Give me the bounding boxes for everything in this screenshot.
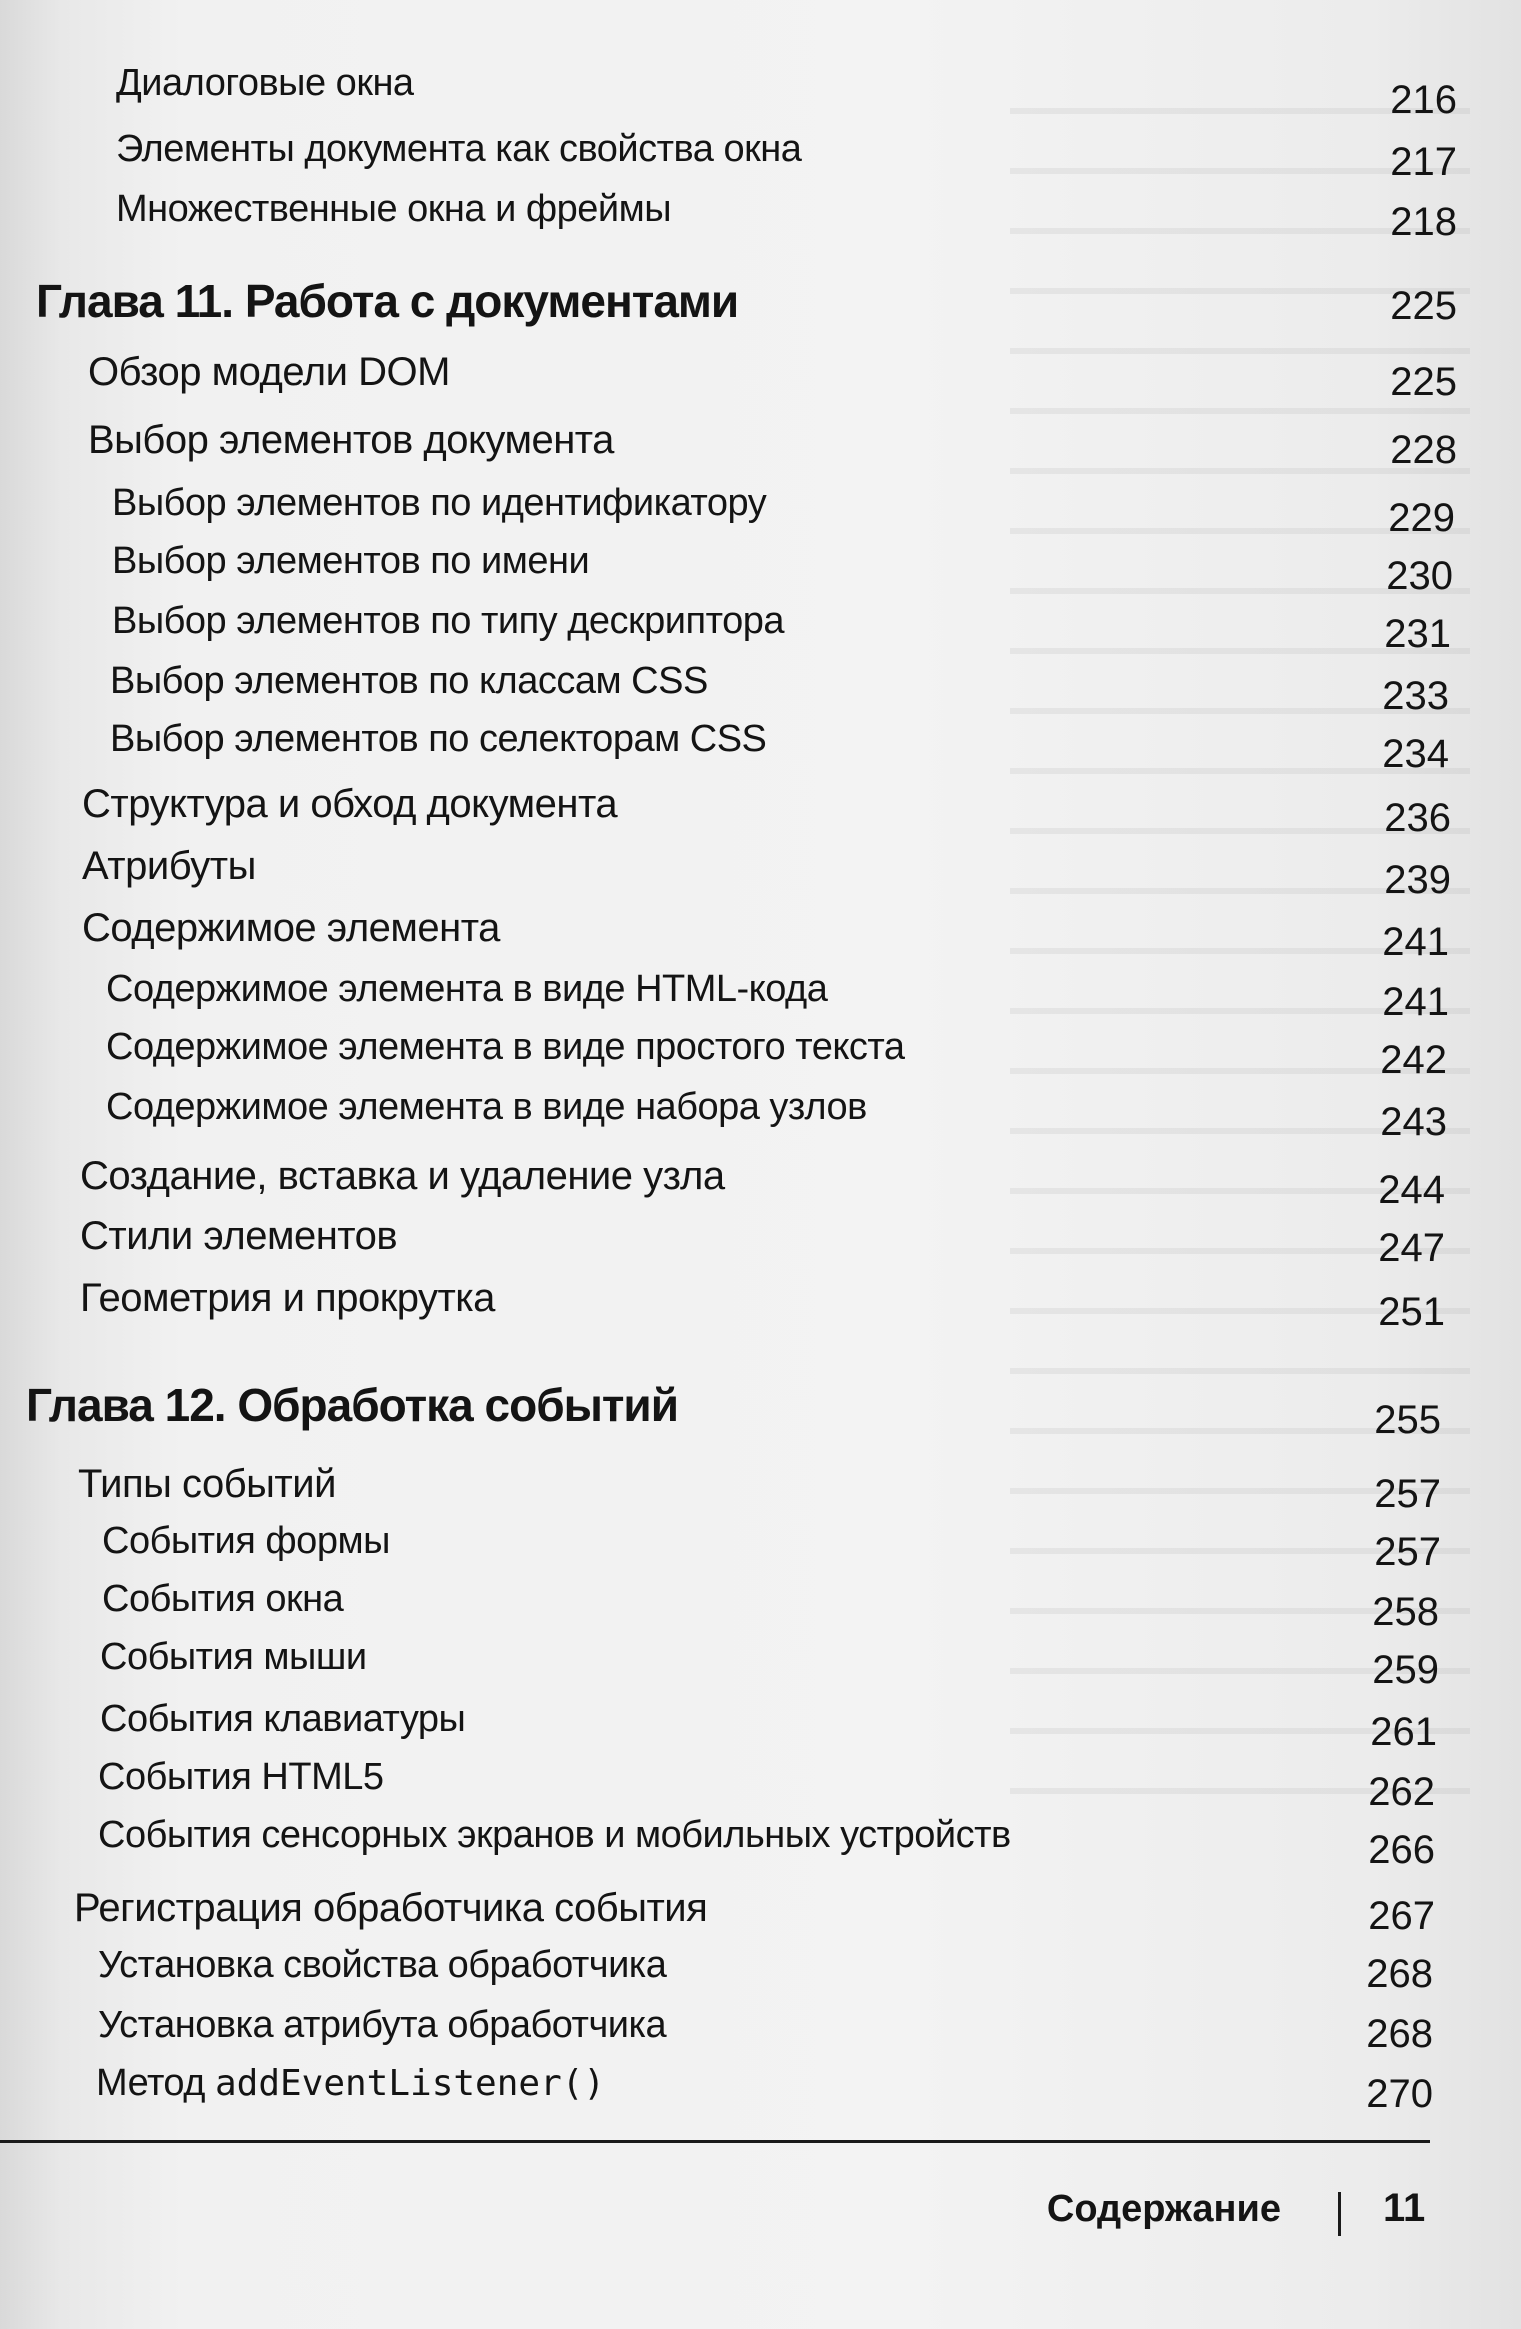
- entry-page-number: 257: [1374, 1472, 1441, 1516]
- toc-entry: [0, 1698, 1521, 1758]
- entry-title: [98, 1814, 1011, 1857]
- entry-title-text: Выбор элементов по идентификатору: [112, 482, 767, 524]
- entry-page-number: 244: [1378, 1168, 1445, 1212]
- entry-title-text: Выбор элементов по имени: [112, 540, 590, 582]
- entry-title-text: Создание, вставка и удаление узла: [80, 1154, 725, 1198]
- entry-title-text: Стили элементов: [80, 1214, 398, 1258]
- entry-title-text: Выбор элементов по типу дескриптора: [112, 600, 784, 642]
- entry-title: [78, 1462, 336, 1507]
- entry-title-text: События HTML5: [98, 1756, 384, 1798]
- entry-title: [80, 1154, 725, 1199]
- toc-entry: [0, 1462, 1521, 1522]
- entry-title: [112, 600, 784, 643]
- entry-page-number: 266: [1368, 1828, 1435, 1872]
- entry-title-text: Установка свойства обработчика: [98, 1944, 667, 1986]
- entry-title: [80, 1276, 495, 1321]
- entry-title-text: События сенсорных экранов и мобильных устройств: [98, 1814, 1011, 1856]
- toc-entry: [0, 1944, 1521, 2004]
- entry-page-number: 270: [1366, 2072, 1433, 2116]
- entry-title: [82, 844, 256, 889]
- entry-title: [74, 1886, 707, 1931]
- toc-entry: [0, 350, 1521, 410]
- entry-title-text: Элементы документа как свойства окна: [116, 128, 802, 170]
- entry-title: [110, 660, 708, 703]
- entry-page-number: 231: [1384, 612, 1451, 656]
- entry-title-text: Структура и обход документа: [82, 782, 618, 826]
- toc-entry: [0, 1276, 1521, 1336]
- toc-entry: [0, 906, 1521, 966]
- entry-page-number: 262: [1368, 1770, 1435, 1814]
- entry-page-number: 241: [1382, 980, 1449, 1024]
- entry-title-text: Диалоговые окна: [116, 62, 414, 104]
- entry-title: [116, 62, 414, 105]
- entry-title: [110, 718, 766, 761]
- entry-page-number: 257: [1374, 1530, 1441, 1574]
- entry-page-number: 229: [1388, 496, 1455, 540]
- entry-title: [88, 350, 450, 395]
- entry-title-text: Обзор модели DOM: [88, 350, 450, 394]
- entry-page-number: 217: [1390, 140, 1457, 184]
- toc-entry: [0, 128, 1521, 188]
- entry-title: [106, 1026, 905, 1069]
- toc-entry: [0, 1086, 1521, 1146]
- entry-title: [96, 2062, 605, 2105]
- entry-page-number: 241: [1382, 920, 1449, 964]
- entry-page-number: 243: [1380, 1100, 1447, 1144]
- page-number: 11: [1383, 2186, 1426, 2230]
- entry-page-number: 236: [1384, 796, 1451, 840]
- entry-title-text: Выбор элементов документа: [88, 418, 614, 462]
- entry-title: [82, 782, 617, 827]
- entry-code: addEventListener(): [214, 2063, 606, 2104]
- entry-page-number: 268: [1366, 1952, 1433, 1996]
- toc-entry: [0, 482, 1521, 542]
- entry-title: [98, 1944, 666, 1987]
- entry-page-number: 251: [1378, 1290, 1445, 1334]
- entry-title: [82, 906, 500, 951]
- entry-page-number: 228: [1390, 428, 1457, 472]
- entry-title: [106, 968, 827, 1011]
- entry-title-text: Метод: [96, 2062, 215, 2104]
- entry-title: [100, 1698, 465, 1741]
- footer-separator: [1338, 2192, 1341, 2236]
- toc-entry: [0, 718, 1521, 778]
- entry-title: [116, 188, 671, 231]
- entry-page-number: 267: [1368, 1894, 1435, 1938]
- toc-entry: [0, 844, 1521, 904]
- entry-title: [102, 1578, 343, 1621]
- entry-title-text: Геометрия и прокрутка: [80, 1276, 495, 1320]
- entry-title-text: События мыши: [100, 1636, 367, 1678]
- toc-entry: [0, 968, 1521, 1028]
- entry-title-text: События формы: [102, 1520, 390, 1562]
- entry-title-text: Атрибуты: [82, 844, 256, 888]
- entry-page-number: 218: [1390, 200, 1457, 244]
- toc-entry: [0, 1756, 1521, 1816]
- entry-title-text: Содержимое элемента в виде простого текста: [106, 1026, 905, 1068]
- toc-entry: [0, 1578, 1521, 1638]
- entry-title-text: Выбор элементов по классам CSS: [110, 660, 708, 702]
- entry-page-number: 216: [1390, 78, 1457, 122]
- entry-title: [98, 2004, 666, 2047]
- toc-entry: [0, 1026, 1521, 1086]
- toc-entry: [0, 540, 1521, 600]
- toc-chapter-entry: [0, 1378, 1521, 1442]
- entry-title: [112, 482, 766, 525]
- toc-entry: [0, 1636, 1521, 1696]
- entry-title-text: Множественные окна и фреймы: [116, 188, 672, 230]
- entry-page-number: 230: [1386, 554, 1453, 598]
- entry-title: [88, 418, 614, 463]
- footer-title: Содержание: [1046, 2188, 1281, 2230]
- entry-page-number: 255: [1374, 1398, 1441, 1442]
- toc-chapter-entry: [0, 274, 1521, 334]
- entry-page-number: 239: [1384, 858, 1451, 902]
- toc-entry: [0, 418, 1521, 478]
- entry-title: [102, 1520, 390, 1563]
- entry-title-text: Содержимое элемента: [82, 906, 500, 950]
- entry-title-text: Глава 11. Работа с документами: [36, 275, 739, 327]
- toc-entry: [0, 2004, 1521, 2064]
- entry-title-text: Содержимое элемента в виде HTML-кода: [106, 968, 828, 1010]
- entry-title-text: Содержимое элемента в виде набора узлов: [106, 1086, 867, 1128]
- toc-entry: [0, 600, 1521, 660]
- entry-page-number: 225: [1390, 284, 1457, 328]
- entry-page-number: 247: [1378, 1226, 1445, 1270]
- toc-entry: [0, 660, 1521, 720]
- toc-entry: [0, 1214, 1521, 1274]
- toc-entry: [0, 1154, 1521, 1214]
- entry-title: [80, 1214, 397, 1259]
- entry-page-number: 261: [1370, 1710, 1437, 1754]
- toc-entry: [0, 62, 1521, 122]
- entry-page-number: 242: [1380, 1038, 1447, 1082]
- entry-title-text: Установка атрибута обработчика: [98, 2004, 667, 2046]
- entry-title: [106, 1086, 867, 1129]
- entry-title-text: Выбор элементов по селекторам CSS: [110, 718, 767, 760]
- entry-title-text: События клавиатуры: [100, 1698, 466, 1740]
- toc-entry: [0, 1814, 1521, 1874]
- entry-title-text: События окна: [102, 1578, 344, 1620]
- entry-title-text: Регистрация обработчика события: [74, 1886, 708, 1930]
- entry-page-number: 259: [1372, 1648, 1439, 1692]
- entry-page-number: 234: [1382, 732, 1449, 776]
- entry-page-number: 268: [1366, 2012, 1433, 2056]
- entry-page-number: 225: [1390, 360, 1457, 404]
- toc-entry: [0, 188, 1521, 248]
- entry-title: [112, 540, 589, 583]
- entry-page-number: 258: [1372, 1590, 1439, 1634]
- footer-rule: [0, 2140, 1430, 2143]
- toc-entry: [0, 1520, 1521, 1580]
- chapter-title: [36, 274, 738, 328]
- toc-entry: [0, 2062, 1521, 2122]
- toc-entry: [0, 782, 1521, 842]
- entry-title-text: Глава 12. Обработка событий: [26, 1379, 678, 1431]
- toc-entry: [0, 1886, 1521, 1946]
- chapter-title: [26, 1378, 678, 1432]
- entry-title-text: Типы событий: [78, 1462, 336, 1506]
- entry-page-number: 233: [1382, 674, 1449, 718]
- entry-title: [98, 1756, 384, 1799]
- entry-title: [100, 1636, 367, 1679]
- entry-title: [116, 128, 801, 171]
